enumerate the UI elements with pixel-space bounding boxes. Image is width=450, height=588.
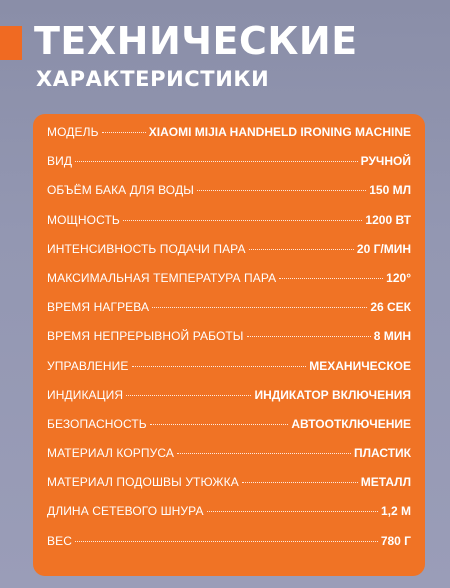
accent-bar xyxy=(0,26,22,60)
spec-label: ВРЕМЯ НЕПРЕРЫВНОЙ РАБОТЫ xyxy=(47,329,244,344)
spec-label: УПРАВЛЕНИЕ xyxy=(47,358,129,373)
dotted-leader xyxy=(249,249,354,250)
spec-value: 26 СЕК xyxy=(370,300,411,315)
specs-card xyxy=(33,114,425,576)
dotted-leader xyxy=(75,161,358,162)
spec-row-body-material xyxy=(47,446,411,475)
spec-value: XIAOMI MIJIA HANDHELD IRONING MACHINE xyxy=(148,125,411,139)
spec-value: 120° xyxy=(386,270,411,285)
dotted-leader xyxy=(152,307,367,308)
spec-row-model xyxy=(47,125,411,154)
spec-label: ВИД xyxy=(47,154,73,169)
spec-value: 1200 ВТ xyxy=(365,212,411,227)
spec-value: 780 Г xyxy=(380,533,411,548)
spec-row-max-temperature xyxy=(47,271,411,300)
spec-value: МЕТАЛЛ xyxy=(360,475,411,490)
spec-value: МЕХАНИЧЕСКОЕ xyxy=(309,358,411,373)
dotted-leader xyxy=(279,278,383,279)
spec-row-type xyxy=(47,154,411,183)
spec-label: ВЕС xyxy=(47,533,72,548)
spec-row-heat-time xyxy=(47,300,411,329)
spec-value: 20 Г/МИН xyxy=(356,241,411,256)
spec-row-tank-volume xyxy=(47,183,411,212)
spec-label: ВРЕМЯ НАГРЕВА xyxy=(47,300,150,315)
spec-label: БЕЗОПАСНОСТЬ xyxy=(47,416,147,431)
spec-row-control xyxy=(47,359,411,388)
spec-label: ИНТЕНСИВНОСТЬ ПОДАЧИ ПАРА xyxy=(47,241,246,256)
dotted-leader xyxy=(126,395,251,396)
spec-label: МОДЕЛЬ xyxy=(47,125,99,139)
spec-label: МОЩНОСТЬ xyxy=(47,212,120,227)
spec-value: 150 МЛ xyxy=(369,183,411,198)
dotted-leader xyxy=(150,424,289,425)
spec-row-safety xyxy=(47,417,411,446)
spec-row-steam-rate xyxy=(47,242,411,271)
dotted-leader xyxy=(242,482,358,483)
dotted-leader xyxy=(247,336,371,337)
spec-value: ИНДИКАТОР ВКЛЮЧЕНИЯ xyxy=(254,387,411,402)
dotted-leader xyxy=(132,366,307,367)
dotted-leader xyxy=(197,190,366,191)
spec-row-continuous-time xyxy=(47,329,411,358)
spec-row-sole-material xyxy=(47,475,411,504)
spec-value: 8 МИН xyxy=(373,329,411,344)
spec-value: АВТООТКЛЮЧЕНИЕ xyxy=(291,416,411,431)
spec-value: РУЧНОЙ xyxy=(360,154,411,169)
spec-value: ПЛАСТИК xyxy=(353,446,411,461)
spec-label: МАТЕРИАЛ ПОДОШВЫ УТЮЖКА xyxy=(47,475,239,490)
spec-row-weight xyxy=(47,534,411,563)
spec-row-cord-length xyxy=(47,504,411,533)
spec-row-indication xyxy=(47,388,411,417)
spec-label: МАТЕРИАЛ КОРПУСА xyxy=(47,446,174,461)
spec-label: ДЛИНА СЕТЕВОГО ШНУРА xyxy=(47,504,204,519)
spec-label: МАКСИМАЛЬНАЯ ТЕМПЕРАТУРА ПАРА xyxy=(47,270,277,285)
spec-value: 1,2 М xyxy=(380,504,411,519)
page-subtitle: ХАРАКТЕРИСТИКИ xyxy=(36,67,270,91)
dotted-leader xyxy=(75,541,378,542)
dotted-leader xyxy=(177,453,351,454)
spec-label: ОБЪЁМ БАКА ДЛЯ ВОДЫ xyxy=(47,183,194,198)
dotted-leader xyxy=(207,511,378,512)
spec-label: ИНДИКАЦИЯ xyxy=(47,387,124,402)
spec-row-power xyxy=(47,213,411,242)
dotted-leader xyxy=(123,220,363,221)
dotted-leader xyxy=(102,132,146,133)
page-title: ТЕХНИЧЕСКИЕ xyxy=(34,19,358,63)
